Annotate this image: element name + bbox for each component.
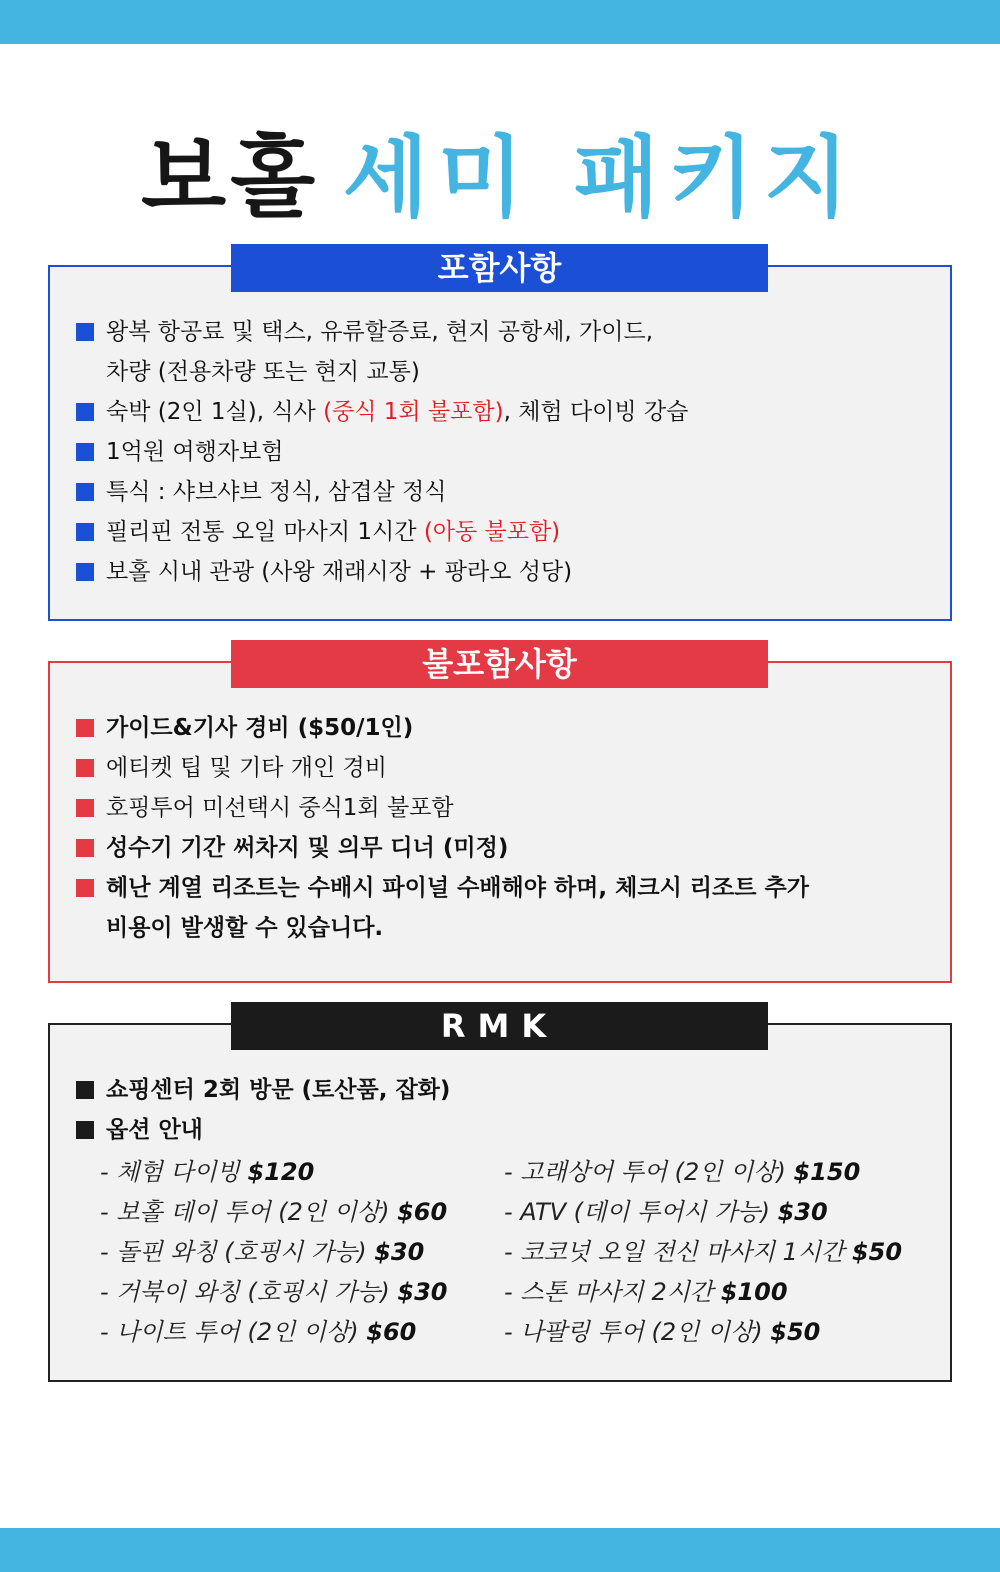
option-item: - 스톤 마사지 2시간 $100 bbox=[504, 1278, 788, 1306]
list-item: 옵션 안내 bbox=[76, 1110, 980, 1150]
bullet-square-icon bbox=[76, 563, 94, 581]
bullet-square-icon bbox=[76, 1081, 94, 1099]
rmk-heading: RMK bbox=[231, 1002, 768, 1050]
bullet-square-icon bbox=[76, 839, 94, 857]
excluded-list bbox=[76, 708, 980, 948]
included-list bbox=[76, 312, 980, 592]
page-title bbox=[0, 128, 1000, 228]
list-item: 성수기 기간 써차지 및 의무 디너 (미정) bbox=[76, 828, 980, 868]
list-item: 쇼핑센터 2회 방문 (토산품, 잡화) bbox=[76, 1070, 980, 1110]
list-item: 비용이 발생할 수 있습니다. bbox=[106, 915, 384, 941]
list-item: 특식 : 샤브샤브 정식, 삼겹살 정식 bbox=[76, 472, 980, 512]
bullet-square-icon bbox=[76, 483, 94, 501]
option-item: - 돌핀 와칭 (호핑시 가능) $30 bbox=[100, 1238, 425, 1266]
bullet-square-icon bbox=[76, 403, 94, 421]
bullet-square-icon bbox=[76, 799, 94, 817]
list-item: 필리핀 전통 오일 마사지 1시간 (아동 불포함) bbox=[76, 512, 980, 552]
excluded-heading: 불포함사항 bbox=[231, 640, 768, 688]
bullet-square-icon bbox=[76, 879, 94, 897]
list-item: 보홀 시내 관광 (사왕 재래시장 + 팡라오 성당) bbox=[76, 552, 980, 592]
bullet-square-icon bbox=[76, 759, 94, 777]
list-item: 차량 (전용차량 또는 현지 교통) bbox=[106, 359, 420, 385]
bullet-square-icon bbox=[76, 1121, 94, 1139]
list-item: 에티켓 팁 및 기타 개인 경비 bbox=[76, 748, 980, 788]
option-item: - 거북이 와칭 (호핑시 가능) $30 bbox=[100, 1278, 448, 1306]
included-heading: 포함사항 bbox=[231, 244, 768, 292]
list-item: 숙박 (2인 1실), 식사 (중식 1회 불포함), 체험 다이빙 강습 bbox=[76, 392, 980, 432]
bullet-square-icon bbox=[76, 719, 94, 737]
list-item: 왕복 항공료 및 택스, 유류할증료, 현지 공항세, 가이드, bbox=[76, 312, 980, 352]
option-item: - 나팔링 투어 (2인 이상) $50 bbox=[504, 1318, 821, 1346]
options-right-column bbox=[504, 1152, 902, 1352]
list-item: 1억원 여행자보험 bbox=[76, 432, 980, 472]
bullet-square-icon bbox=[76, 443, 94, 461]
title-part1: 보홀 bbox=[141, 126, 320, 229]
list-item: 호핑투어 미선택시 중식1회 불포함 bbox=[76, 788, 980, 828]
option-item: - 체험 다이빙 $120 bbox=[100, 1158, 315, 1186]
bullet-square-icon bbox=[76, 523, 94, 541]
bullet-square-icon bbox=[76, 323, 94, 341]
bottom-accent-bar bbox=[0, 1528, 1000, 1572]
option-item: - 나이트 투어 (2인 이상) $60 bbox=[100, 1318, 417, 1346]
list-item: 헤난 계열 리조트는 수배시 파이널 수배해야 하며, 체크시 리조트 추가 bbox=[76, 868, 980, 908]
option-item: - ATV (데이 투어시 가능) $30 bbox=[504, 1198, 828, 1226]
option-item: - 고래상어 투어 (2인 이상) $150 bbox=[504, 1158, 861, 1186]
title-part2: 세미 패키지 bbox=[343, 126, 859, 229]
top-accent-bar bbox=[0, 0, 1000, 44]
list-item: 가이드&기사 경비 ($50/1인) bbox=[76, 708, 980, 748]
options-left-column bbox=[100, 1152, 447, 1352]
option-item: - 코코넛 오일 전신 마사지 1시간 $50 bbox=[504, 1238, 903, 1266]
rmk-list bbox=[76, 1070, 980, 1150]
option-item: - 보홀 데이 투어 (2인 이상) $60 bbox=[100, 1198, 448, 1226]
